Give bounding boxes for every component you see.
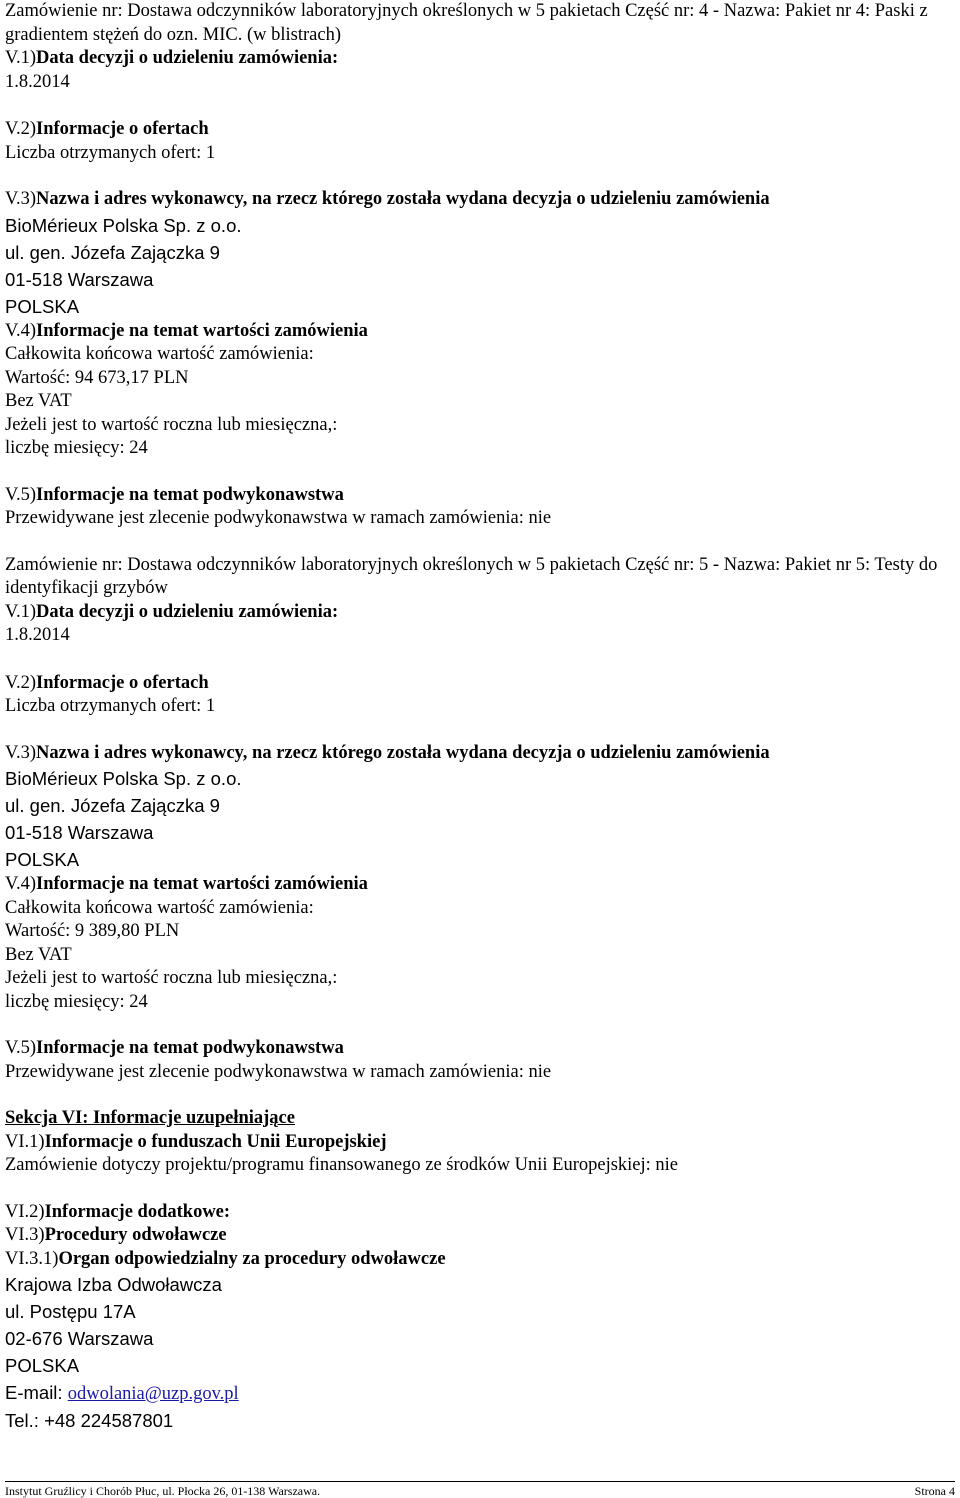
part5-vat: Bez VAT <box>5 944 72 965</box>
part5-city: 01-518 Warszawa <box>5 822 154 843</box>
vi31-heading: VI.3.1)Organ odpowiedzialny za procedury odwoławcze <box>5 1248 446 1269</box>
part4-v3-heading: V.3)Nazwa i adres wykonawcy, na rzecz którego została wydana decyzja o udzieleniu zamówienia <box>5 189 770 209</box>
appeal-organ-name: Krajowa Izba Odwoławcza <box>5 1274 222 1295</box>
part4-total-label: Całkowita końcowa wartość zamówienia: <box>5 344 314 364</box>
document-page <box>5 0 955 1434</box>
part5-company: BioMérieux Polska Sp. z o.o. <box>5 768 242 789</box>
vi3-heading: VI.3)Procedury odwoławcze <box>5 1225 227 1245</box>
part5-offers-count: Liczba otrzymanych ofert: 1 <box>5 696 216 716</box>
page-footer <box>5 1481 955 1498</box>
part4-title: Zamówienie nr: Dostawa odczynników laboratoryjnych określonych w 5 pakietach Część nr: 4 - Nazwa: Pakiet nr 4: Paski z gradientem stężeń do ozn. MIC. (w blistrach) <box>5 1 928 45</box>
vi2-heading: VI.2)Informacje dodatkowe: <box>5 1201 231 1222</box>
vi1-heading: VI.1)Informacje o funduszach Unii Europejskiej <box>5 1131 387 1152</box>
part4-vat: Bez VAT <box>5 391 72 411</box>
part5-country: POLSKA <box>5 849 80 870</box>
part4-value: Wartość: 94 673,17 PLN <box>5 367 189 388</box>
part5-value: Wartość: 9 389,80 PLN <box>5 921 180 941</box>
appeal-organ-phone: Tel.: +48 224587801 <box>5 1409 174 1431</box>
part4-company: BioMérieux Polska Sp. z o.o. <box>5 214 242 236</box>
part5-v5-heading: V.5)Informacje na temat podwykonawstwa <box>5 1038 344 1058</box>
part5-v4-heading: V.4)Informacje na temat wartości zamówienia <box>5 874 368 894</box>
part4-v4-heading: V.4)Informacje na temat wartości zamówienia <box>5 320 368 341</box>
appeal-organ-email-row <box>5 1379 955 1407</box>
part5-title: Zamówienie nr: Dostawa odczynników laboratoryjnych określonych w 5 pakietach Część nr: 5 - Nazwa: Pakiet nr 5: Testy do identyfikacji grzybów <box>5 554 938 598</box>
appeal-organ-country: POLSKA <box>5 1355 80 1376</box>
part4-country: POLSKA <box>5 295 80 317</box>
part4-city: 01-518 Warszawa <box>5 268 154 290</box>
part5-decision-date: 1.8.2014 <box>5 625 70 645</box>
appeal-organ-street: ul. Postępu 17A <box>5 1301 136 1322</box>
part5-total-label: Całkowita końcowa wartość zamówienia: <box>5 897 314 918</box>
part5-v3-heading: V.3)Nazwa i adres wykonawcy, na rzecz którego została wydana decyzja o udzieleniu zamówienia <box>5 742 770 763</box>
part4-months: liczbę miesięcy: 24 <box>5 438 148 458</box>
footer-institution: Instytut Gruźlicy i Chorób Płuc, ul. Płocka 26, 01-138 Warszawa. <box>5 1484 321 1498</box>
appeal-organ-city: 02-676 Warszawa <box>5 1328 154 1349</box>
email-link[interactable]: odwolania@uzp.gov.pl <box>67 1384 239 1404</box>
part4-v5-heading: V.5)Informacje na temat podwykonawstwa <box>5 484 344 505</box>
part5-subcontract: Przewidywane jest zlecenie podwykonawstwa w ramach zamówienia: nie <box>5 1061 552 1082</box>
email-label: E-mail: <box>5 1382 68 1403</box>
part4-block <box>5 0 955 531</box>
part5-months: liczbę miesięcy: 24 <box>5 991 148 1012</box>
footer-page-number: Strona 4 <box>914 1484 955 1498</box>
section6-title: Sekcja VI: Informacje uzupełniające <box>5 1108 295 1128</box>
part4-annual-question: Jeżeli jest to wartość roczna lub miesięczna,: <box>5 414 338 435</box>
part5-v2-heading: V.2)Informacje o ofertach <box>5 672 209 693</box>
part5-block <box>5 554 955 1085</box>
part4-offers-count: Liczba otrzymanych ofert: 1 <box>5 142 216 163</box>
part4-subcontract: Przewidywane jest zlecenie podwykonawstwa w ramach zamówienia: nie <box>5 508 552 528</box>
eu-funds-text: Zamówienie dotyczy projektu/programu finansowanego ze środków Unii Europejskiej: nie <box>5 1155 679 1175</box>
part5-v1-heading: V.1)Data decyzji o udzieleniu zamówienia: <box>5 601 339 622</box>
section6-block <box>5 1107 955 1434</box>
part4-v1-heading: V.1)Data decyzji o udzieleniu zamówienia: <box>5 48 339 68</box>
part4-decision-date: 1.8.2014 <box>5 71 70 92</box>
part4-v2-heading: V.2)Informacje o ofertach <box>5 119 209 139</box>
part5-street: ul. gen. Józefa Zajączka 9 <box>5 795 220 816</box>
part5-annual-question: Jeżeli jest to wartość roczna lub miesięczna,: <box>5 968 338 988</box>
part4-street: ul. gen. Józefa Zajączka 9 <box>5 241 220 263</box>
